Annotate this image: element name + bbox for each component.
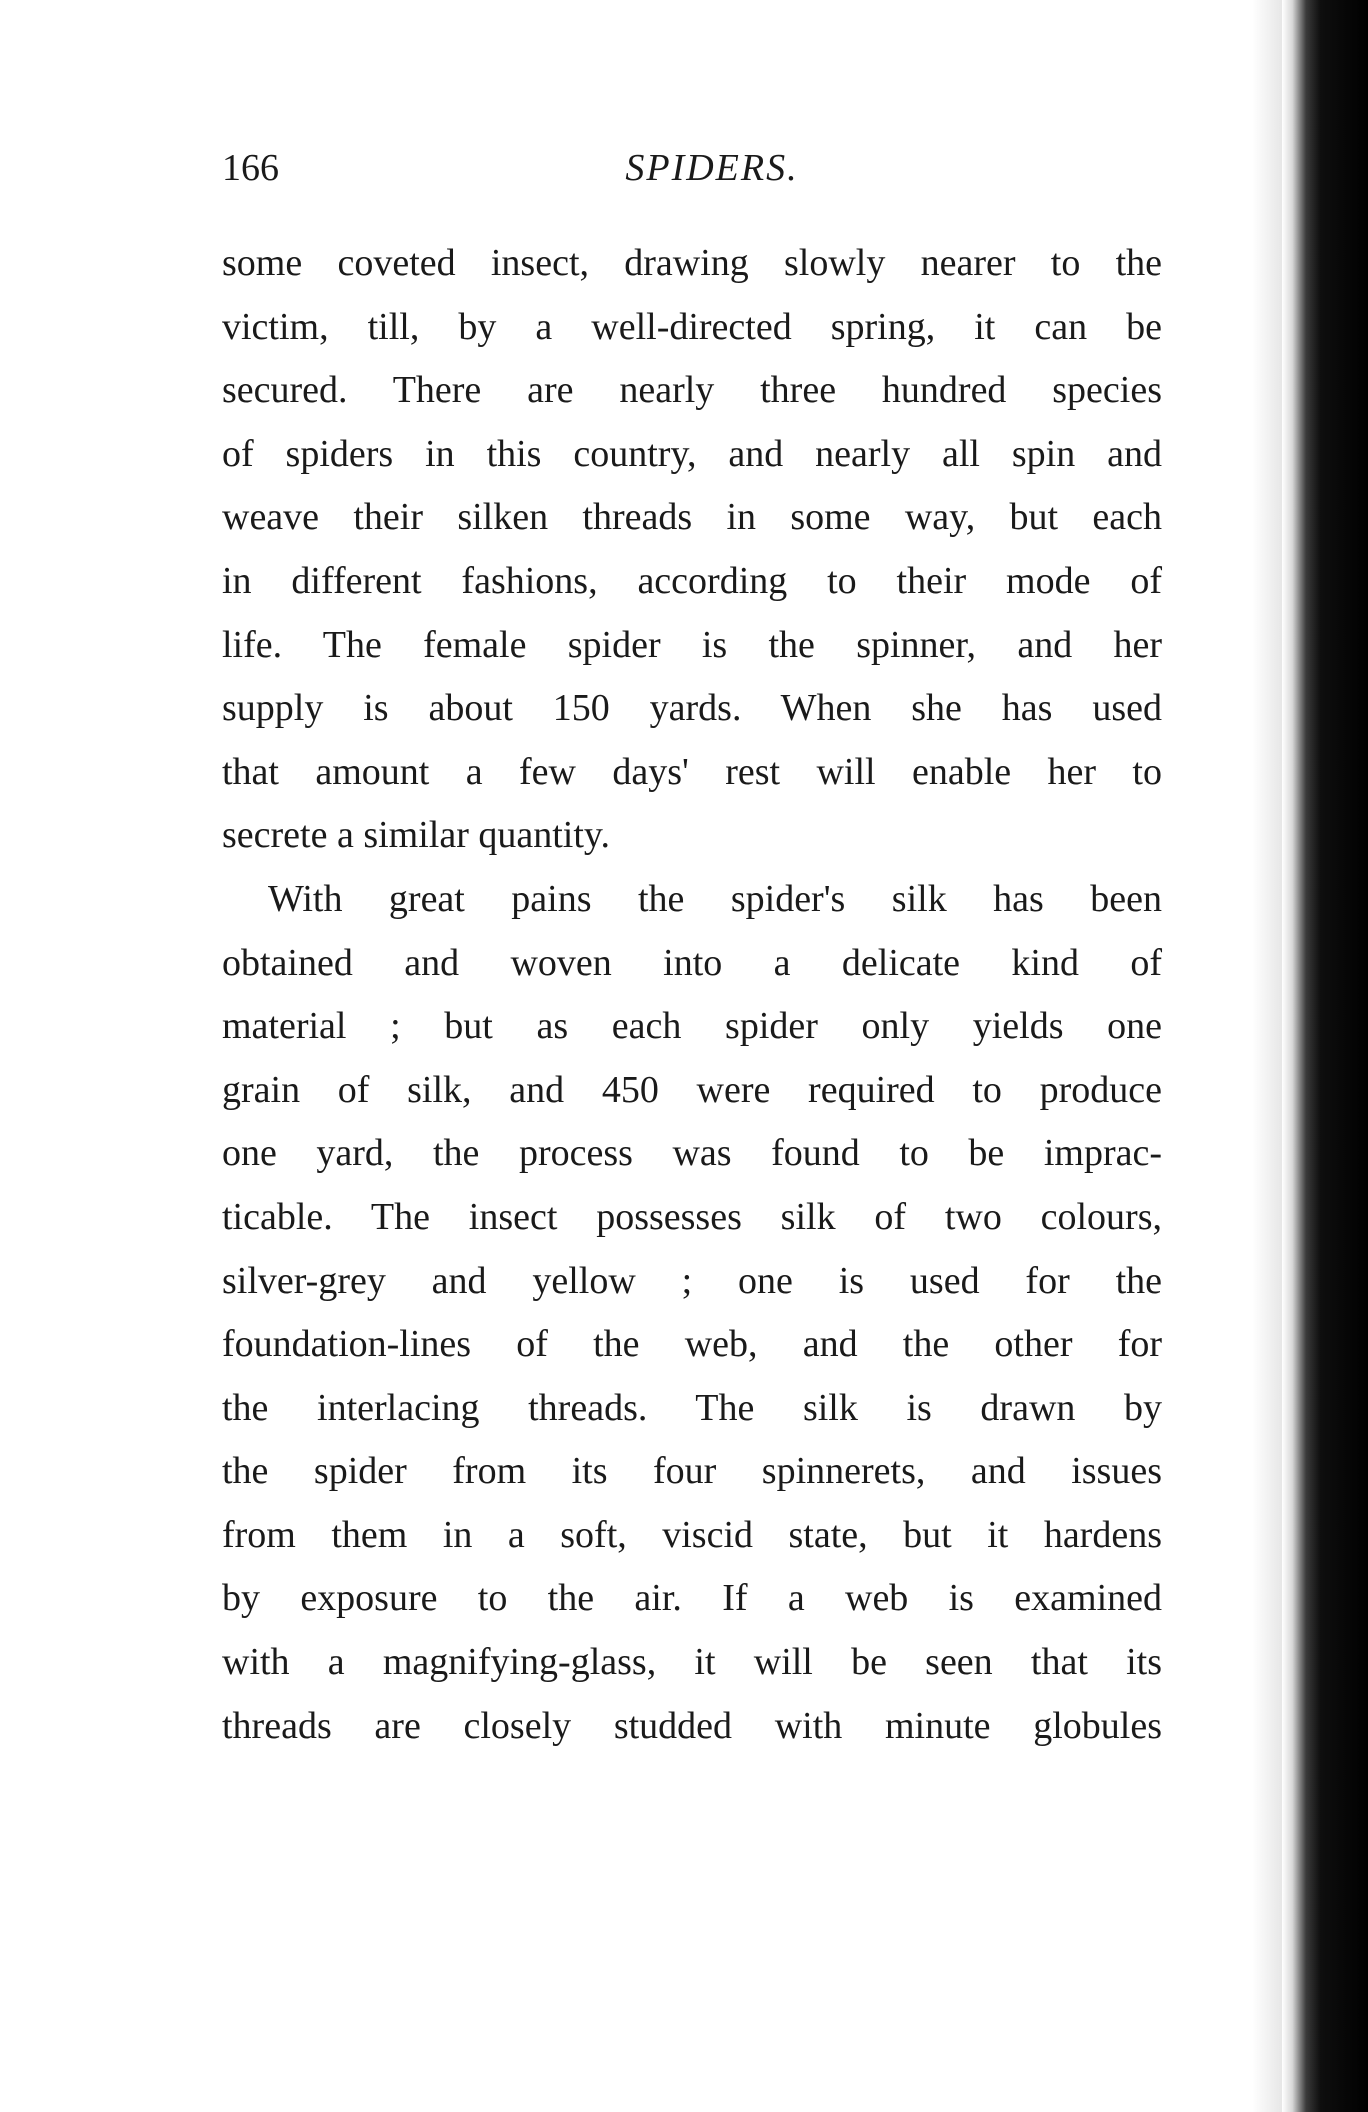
paragraph-1 — [222, 232, 1162, 868]
text-line: With great pains the spider's silk has been — [268, 877, 1162, 920]
text-line: from them in a soft, viscid state, but it hardens — [222, 1513, 1162, 1556]
page-number: 166 — [222, 147, 279, 189]
text-line: secured. There are nearly three hundred species — [222, 369, 1162, 412]
text-line: by exposure to the air. If a web is examined — [222, 1577, 1162, 1620]
text-line: ticable. The insect possesses silk of two colours, — [222, 1195, 1162, 1238]
text-line: some coveted insect, drawing slowly nearer to the — [222, 242, 1162, 284]
text-line: weave their silken threads in some way, but each — [222, 496, 1162, 539]
text-line: supply is about 150 yards. When she has used — [222, 687, 1162, 730]
text-line: obtained and woven into a delicate kind of — [222, 941, 1162, 984]
text-line: one yard, the process was found to be imprac- — [222, 1132, 1162, 1175]
text-line: foundation-lines of the web, and the other for — [222, 1323, 1162, 1366]
body-text — [222, 232, 1162, 1758]
running-title: SPIDERS. — [625, 147, 799, 189]
text-line: the spider from its four spinnerets, and issues — [222, 1450, 1162, 1493]
text-line: secrete a similar quantity. — [222, 814, 610, 857]
text-line: threads are closely studded with minute globules — [222, 1704, 1162, 1747]
text-line: life. The female spider is the spinner, and her — [222, 623, 1162, 666]
text-line: victim, till, by a well-directed spring, it can be — [222, 305, 1162, 348]
text-line: with a magnifying-glass, it will be seen that its — [222, 1641, 1162, 1684]
text-line: silver-grey and yellow ; one is used for the — [222, 1259, 1162, 1302]
text-line: the interlacing threads. The silk is drawn by — [222, 1386, 1162, 1429]
text-line: grain of silk, and 450 were required to produce — [222, 1068, 1162, 1111]
running-head — [222, 138, 1162, 198]
text-line: in different fashions, according to their mode of — [222, 559, 1162, 602]
binding-edge — [1282, 0, 1368, 2112]
text-line: of spiders in this country, and nearly all spin and — [222, 432, 1162, 475]
paragraph-2 — [222, 868, 1162, 1758]
text-line: that amount a few days' rest will enable her to — [222, 750, 1162, 793]
gutter-shadow — [1252, 0, 1282, 2112]
text-line: material ; but as each spider only yields one — [222, 1005, 1162, 1048]
